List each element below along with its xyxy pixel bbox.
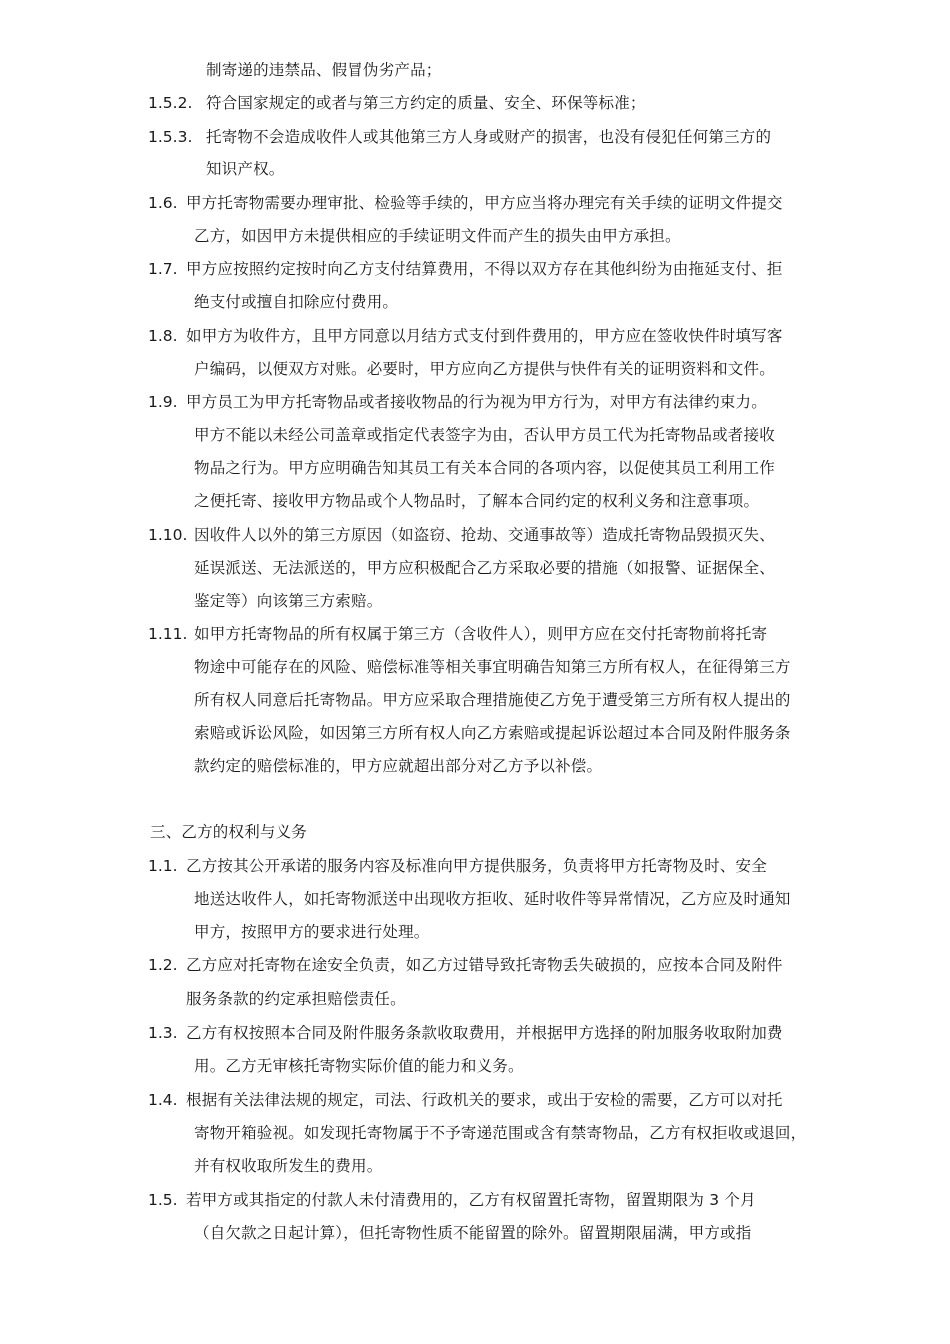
clause-1-5-3-line: 知识产权。 (206, 160, 285, 178)
clause-1-8-line: 户编码，以便双方对账。必要时，甲方应向乙方提供与快件有关的证明资料和文件。 (194, 360, 775, 378)
clause-number: 1.2. (148, 956, 178, 974)
clause-number: 1.9. (148, 393, 178, 411)
clause-1-9-line: 之便托寄、接收甲方物品或个人物品时，了解本合同约定的权利义务和注意事项。 (194, 492, 760, 510)
clause-1-10-line: 延误派送、无法派送的，甲方应积极配合乙方采取必要的措施（如报警、证据保全、 (194, 559, 775, 577)
clause-number: 1.5.2. (148, 94, 193, 112)
clause-1-6-line: 乙方，如因甲方未提供相应的手续证明文件而产生的损失由甲方承担。 (194, 227, 681, 245)
clause-number: 1.5. (148, 1191, 178, 1209)
clause-number: 1.4. (148, 1091, 178, 1109)
clause-number: 1.3. (148, 1024, 178, 1042)
clause-1-7-line: 绝支付或擅自扣除应付费用。 (194, 293, 399, 311)
clause-1-11-line: 如甲方托寄物品的所有权属于第三方（含收件人），则甲方应在交付托寄物前将托寄 (194, 625, 768, 643)
clause-1-11-line: 所有权人同意后托寄物品。甲方应采取合理措施使乙方免于遭受第三方所有权人提出的 (194, 691, 791, 709)
clause-1-9-line: 甲方员工为甲方托寄物品或者接收物品的行为视为甲方行为，对甲方有法律约束力。 (186, 393, 767, 411)
s3-clause-1-5-line: （自欠款之日起计算），但托寄物性质不能留置的除外。留置期限届满，甲方或指 (194, 1224, 752, 1242)
s3-clause-1-2-line: 乙方应对托寄物在途安全负责，如乙方过错导致托寄物丢失破损的，应按本合同及附件 (186, 956, 783, 974)
clause-number: 1.1. (148, 857, 178, 875)
s3-clause-1-4-line: 并有权收取所发生的费用。 (194, 1157, 383, 1175)
s3-clause-1-1-line: 乙方按其公开承诺的服务内容及标准向甲方提供服务，负责将甲方托寄物及时、安全 (186, 857, 767, 875)
clause-1-10-line: 因收件人以外的第三方原因（如盗窃、抢劫、交通事故等）造成托寄物品毁损灭失、 (194, 526, 775, 544)
clause-1-11-line: 物途中可能存在的风险、赔偿标准等相关事宜明确告知第三方所有权人，在征得第三方 (194, 658, 791, 676)
s3-clause-1-5-line: 若甲方或其指定的付款人未付清费用的，乙方有权留置托寄物，留置期限为 3 个月 (186, 1191, 756, 1209)
s3-clause-1-4-line: 寄物开箱验视。如发现托寄物属于不予寄递范围或含有禁寄物品，乙方有权拒收或退回， (194, 1124, 807, 1142)
clause-1-6-line: 甲方托寄物需要办理审批、检验等手续的，甲方应当将办理完有关手续的证明文件提交 (186, 194, 783, 212)
s3-clause-1-1-line: 甲方，按照甲方的要求进行处理。 (194, 923, 430, 941)
clause-number: 1.8. (148, 327, 178, 345)
clause-1-9-line: 甲方不能以未经公司盖章或指定代表签字为由，否认甲方员工代为托寄物品或者接收 (194, 426, 775, 444)
clause-number: 1.7. (148, 260, 178, 278)
clause-1-5-3-line: 托寄物不会造成收件人或其他第三方人身或财产的损害，也没有侵犯任何第三方的 (206, 128, 772, 146)
clause-1-7-line: 甲方应按照约定按时向乙方支付结算费用，不得以双方存在其他纠纷为由拖延支付、拒 (186, 260, 783, 278)
s3-clause-1-2-line: 服务条款的约定承担赔偿责任。 (186, 990, 406, 1008)
clause-1-8-line: 如甲方为收件方，且甲方同意以月结方式支付到件费用的，甲方应在签收快件时填写客 (186, 327, 783, 345)
clause-1-10-line: 鉴定等）向该第三方索赔。 (194, 592, 383, 610)
s3-clause-1-3-line: 乙方有权按照本合同及附件服务条款收取费用，并根据甲方选择的附加服务收取附加费 (186, 1024, 783, 1042)
s3-clause-1-4-line: 根据有关法律法规的规定，司法、行政机关的要求，或出于安检的需要，乙方可以对托 (186, 1091, 783, 1109)
clause-1-9-line: 物品之行为。甲方应明确告知其员工有关本合同的各项内容，以促使其员工利用工作 (194, 459, 775, 477)
clause-number: 1.11. (148, 625, 188, 643)
s3-clause-1-1-line: 地送达收件人，如托寄物派送中出现收方拒收、延时收件等异常情况，乙方应及时通知 (194, 890, 791, 908)
clause-1-5-1-tail: 制寄递的违禁品、假冒伪劣产品； (206, 61, 442, 79)
clause-1-11-line: 索赔或诉讼风险，如因第三方所有权人向乙方索赔或提起诉讼超过本合同及附件服务条 (194, 724, 791, 742)
clause-number: 1.10. (148, 526, 188, 544)
section-heading: 三、乙方的权利与义务 (150, 823, 308, 841)
clause-number: 1.6. (148, 194, 178, 212)
clause-1-5-2-line: 符合国家规定的或者与第三方约定的质量、安全、环保等标准； (206, 94, 646, 112)
clause-number: 1.5.3. (148, 128, 193, 146)
s3-clause-1-3-line: 用。乙方无审核托寄物实际价值的能力和义务。 (194, 1057, 524, 1075)
clause-1-11-line: 款约定的赔偿标准的，甲方应就超出部分对乙方予以补偿。 (194, 757, 603, 775)
